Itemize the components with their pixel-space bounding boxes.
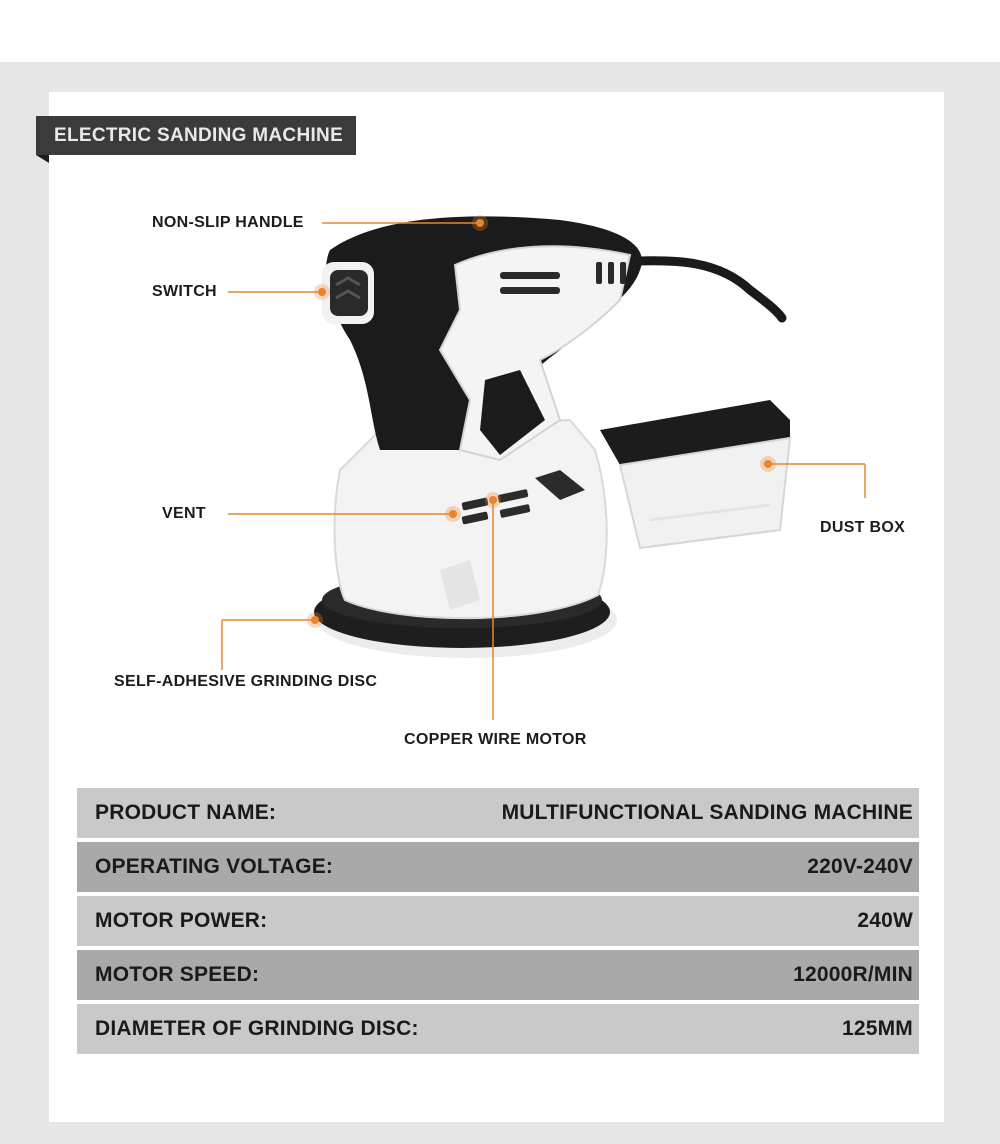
power-cord: [620, 261, 782, 318]
spec-value: 220V-240V: [807, 855, 913, 878]
spec-label: DIAMETER OF GRINDING DISC:: [95, 1017, 419, 1040]
callout-vent: VENT: [162, 505, 206, 522]
dust-box: [600, 400, 790, 548]
spec-value: 12000R/MIN: [793, 963, 913, 986]
callout-dust-box: DUST BOX: [820, 519, 906, 536]
page-title: ELECTRIC SANDING MACHINE: [36, 116, 356, 155]
spec-label: OPERATING VOLTAGE:: [95, 855, 334, 878]
spec-label: MOTOR SPEED:: [95, 963, 260, 986]
spec-label: PRODUCT NAME:: [95, 801, 277, 824]
spec-row-power: [77, 896, 919, 946]
spec-row-speed: [77, 950, 919, 1000]
callout-motor: COPPER WIRE MOTOR: [404, 731, 587, 748]
spec-value: 240W: [857, 909, 913, 932]
spec-row-disc-diameter: [77, 1004, 919, 1054]
callout-disc: SELF-ADHESIVE GRINDING DISC: [114, 673, 378, 690]
callout-handle: NON-SLIP HANDLE: [152, 214, 304, 231]
spec-row-product-name: [77, 788, 919, 838]
spec-row-voltage: [77, 842, 919, 892]
spec-table: [77, 788, 919, 1058]
spec-label: MOTOR POWER:: [95, 909, 268, 932]
spec-value: MULTIFUNCTIONAL SANDING MACHINE: [501, 801, 913, 824]
callout-switch: SWITCH: [152, 283, 217, 300]
spec-value: 125MM: [841, 1017, 913, 1040]
